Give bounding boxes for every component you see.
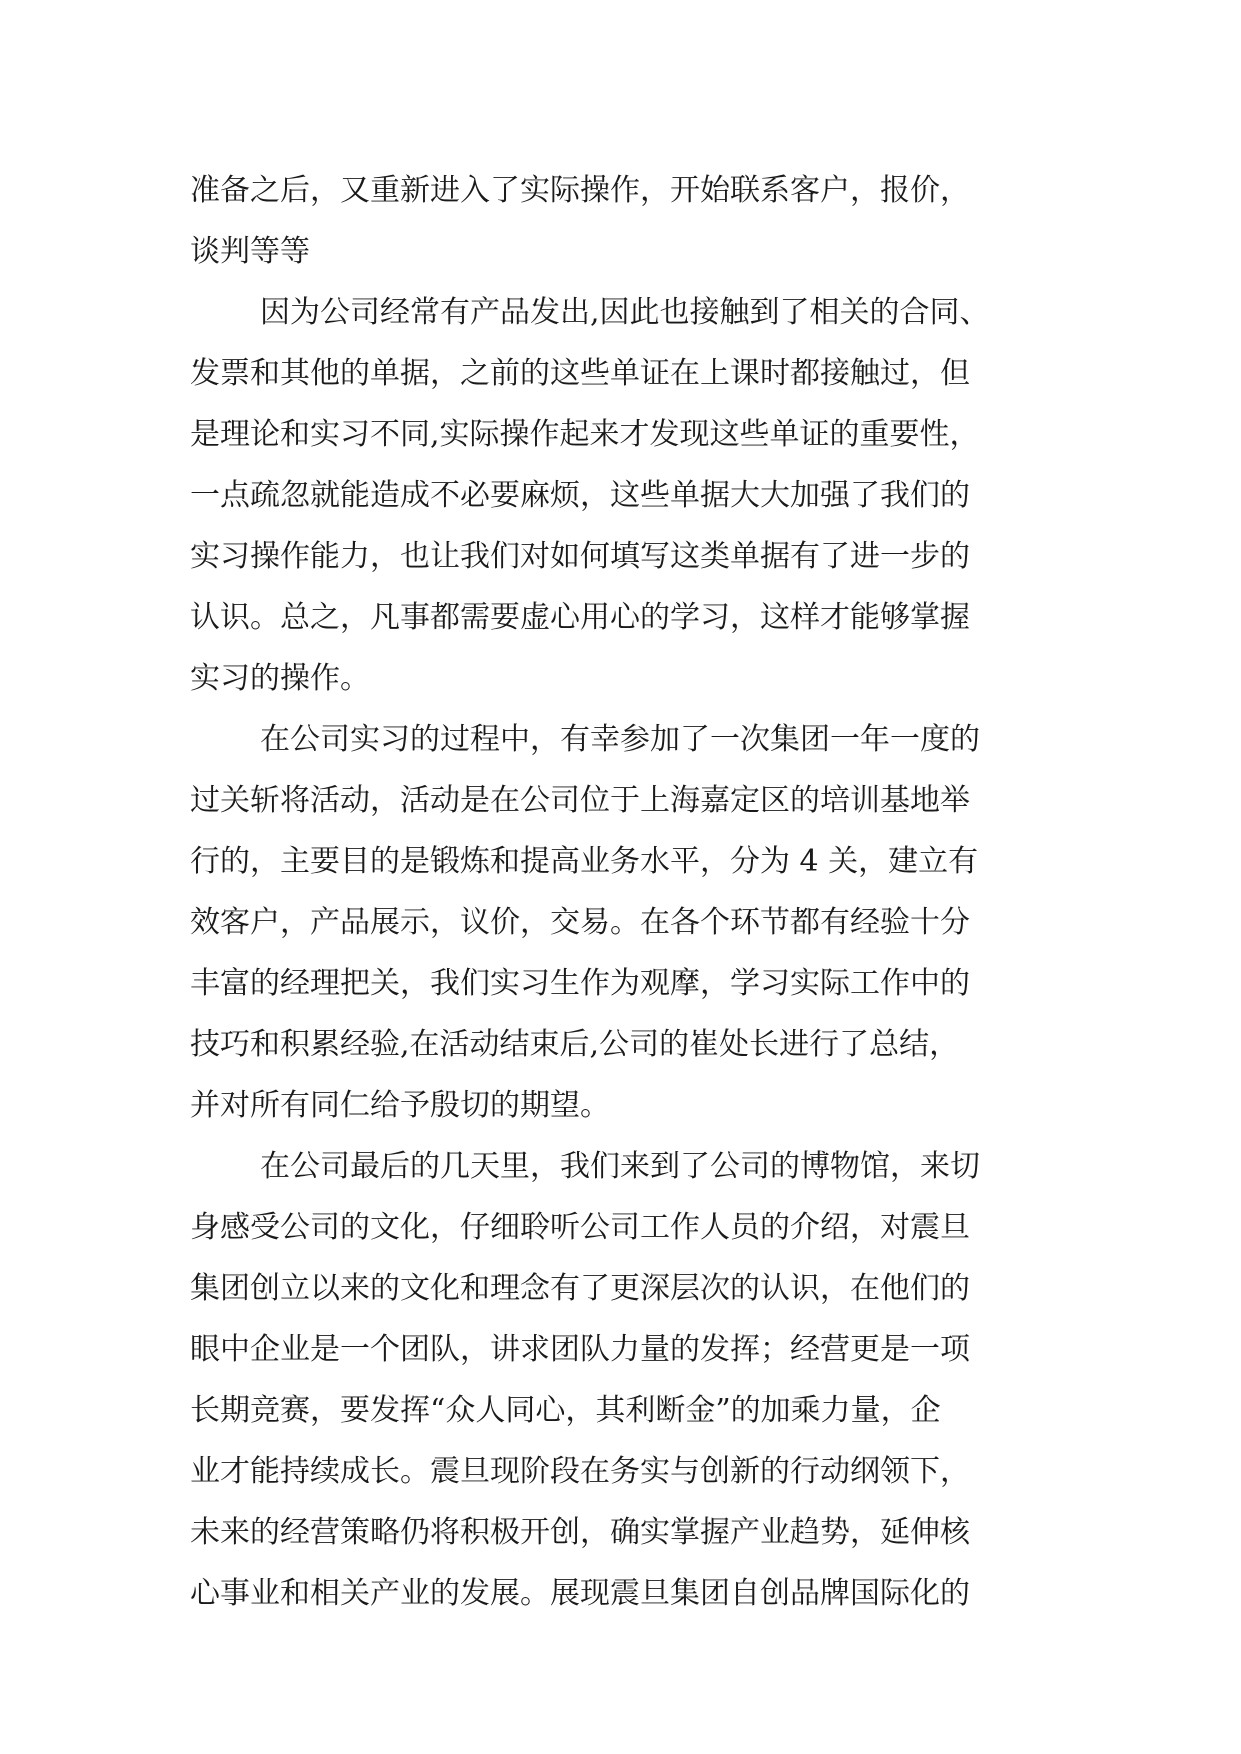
text-line: 实习操作能力，也让我们对如何填写这类单据有了进一步的 <box>190 539 970 574</box>
text-line: 集团创立以来的文化和理念有了更深层次的认识，在他们的 <box>190 1271 970 1306</box>
text-line: 眼中企业是一个团队，讲求团队力量的发挥；经营更是一项 <box>190 1332 970 1367</box>
text-line: 未来的经营策略仍将积极开创，确实掌握产业趋势，延伸核 <box>190 1515 970 1550</box>
text-line: 心事业和相关产业的发展。展现震旦集团自创品牌国际化的 <box>190 1576 970 1611</box>
text-line: 行的，主要目的是锻炼和提高业务水平，分为 4 关，建立有 <box>190 844 979 879</box>
paragraph-start-line: 在公司实习的过程中，有幸参加了一次集团一年一度的 <box>260 722 980 757</box>
body-text <box>190 160 1090 1624</box>
text-line: 技巧和积累经验,在活动结束后,公司的崔处长进行了总结， <box>190 1027 960 1062</box>
text-line: 并对所有同仁给予殷切的期望。 <box>190 1088 610 1123</box>
text-line: 过关斩将活动，活动是在公司位于上海嘉定区的培训基地举 <box>190 783 970 818</box>
text-line: 发票和其他的单据，之前的这些单证在上课时都接触过，但 <box>190 356 970 391</box>
text-line: 长期竞赛，要发挥“众人同心，其利断金”的加乘力量，企 <box>190 1393 941 1428</box>
text-line: 认识。总之，凡事都需要虚心用心的学习，这样才能够掌握 <box>190 600 970 635</box>
text-line: 谈判等等 <box>190 234 310 269</box>
text-line: 准备之后，又重新进入了实际操作，开始联系客户，报价， <box>190 173 970 208</box>
text-line: 是理论和实习不同,实际操作起来才发现这些单证的重要性， <box>190 417 980 452</box>
text-line: 业才能持续成长。震旦现阶段在务实与创新的行动纲领下， <box>190 1454 970 1489</box>
text-line: 实习的操作。 <box>190 661 370 696</box>
text-line: 身感受公司的文化，仔细聆听公司工作人员的介绍，对震旦 <box>190 1210 970 1245</box>
paragraph-start-line: 因为公司经常有产品发出,因此也接触到了相关的合同、 <box>260 295 990 330</box>
paragraph-start-line: 在公司最后的几天里，我们来到了公司的博物馆，来切 <box>260 1149 980 1184</box>
text-line: 一点疏忽就能造成不必要麻烦，这些单据大大加强了我们的 <box>190 478 970 513</box>
text-line: 丰富的经理把关，我们实习生作为观摩，学习实际工作中的 <box>190 966 970 1001</box>
text-line: 效客户，产品展示，议价，交易。在各个环节都有经验十分 <box>190 905 970 940</box>
